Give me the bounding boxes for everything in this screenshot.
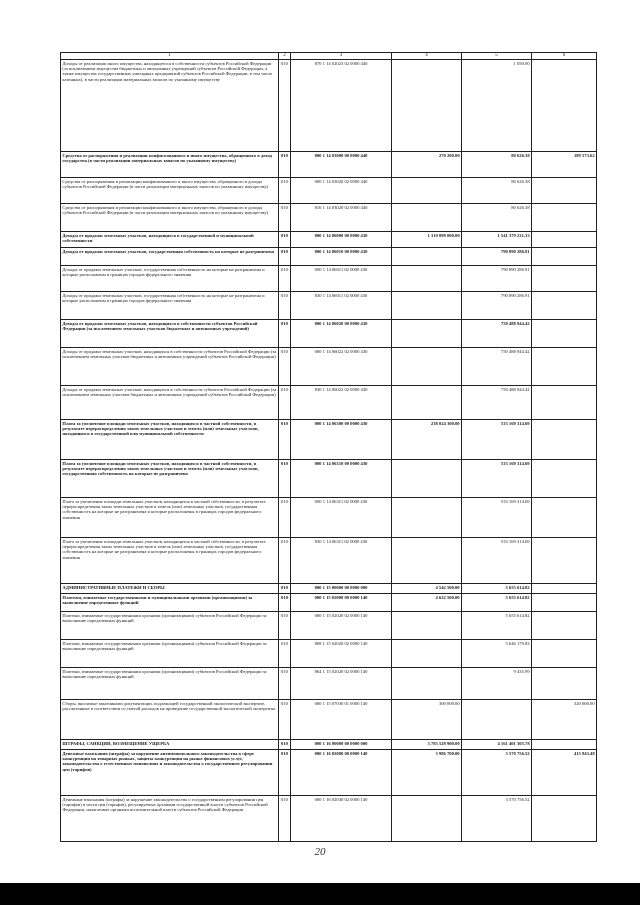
table-row (61, 538, 597, 584)
row-code-cell: 010 (279, 460, 291, 498)
scan-edge-bar (0, 883, 640, 905)
row-kbk-cell: 816 1 14 03020 02 0000 440 (291, 204, 392, 232)
row-kbk-cell: 000 1 14 03020 02 0000 440 (291, 178, 392, 204)
row-name-cell: Средства от распоряжения и реализации конфискованного и иного имущества, обращенного в доход государства (в части реализации материальных запасов по указанному имуществу) (61, 152, 279, 178)
row-unexecuted-cell (532, 584, 597, 594)
row-kbk-cell: 000 1 14 06010 00 0000 430 (291, 248, 392, 266)
table-row (61, 584, 597, 594)
row-name-cell: Доходы от продажи земельных участков, находящихся в государственной и муниципальной собственности (61, 232, 279, 248)
row-approved-cell: 1 319 098 000.00 (392, 232, 462, 248)
row-executed-cell: 750 488 944.42 (462, 348, 532, 386)
row-executed-cell: 9 435.99 (462, 668, 532, 700)
row-name-cell: АДМИНИСТРАТИВНЫЕ ПЛАТЕЖИ И СБОРЫ (61, 584, 279, 594)
row-name-cell: Доходы от продажи земельных участков, государственная собственность на которые не разграничена и которые расположены в границах городов федерального значения (61, 266, 279, 292)
row-executed-cell: 5 646 179.83 (462, 640, 532, 668)
page-number: 20 (314, 846, 326, 858)
row-name-cell: ШТРАФЫ, САНКЦИИ, ВОЗМЕЩЕНИЕ УЩЕРБА (61, 740, 279, 750)
row-name-cell: Средства от распоряжения и реализации конфискованного и иного имущества, обращенного в доходы субъектов Российской Федерации (в части реализации материальных запасов по указанному имуществу) (61, 204, 279, 232)
row-name-cell: Платежи, взимаемые государственными и муниципальными органами (организациями) за выполнение определенных функций (61, 594, 279, 612)
row-kbk-cell: 000 1 14 06311 02 0000 430 (291, 498, 392, 538)
row-kbk-cell: 000 1 16 02030 02 0000 140 (291, 796, 392, 842)
row-code-cell: 010 (279, 204, 291, 232)
table-row (61, 640, 597, 668)
row-approved-cell: 300 000.00 (392, 700, 462, 740)
row-code-cell: 010 (279, 498, 291, 538)
row-approved-cell (392, 60, 462, 152)
row-unexecuted-cell: 189 573.62 (532, 152, 597, 178)
row-name-cell: Платежи, взимаемые государственными органами (организациями) субъектов Российской Федерации за выполнение определенных функций (61, 612, 279, 640)
table-row (61, 594, 597, 612)
table-row (61, 60, 597, 152)
row-name-cell: Доходы от реализации иного имущества, находящегося в собственности субъектов Российской Федерации (за исключением имущества бюджетных и автономных учреждений субъектов Российской Федерации, а также имущества государственных унитарных предприятий субъектов Российской Федерации, в том числе казенных), в части реализации материальных запасов по указанному имуществу (61, 60, 279, 152)
row-unexecuted-cell (532, 248, 597, 266)
column-header: 4 (392, 53, 462, 60)
row-code-cell: 010 (279, 668, 291, 700)
row-name-cell: Доходы от продажи земельных участков, находящихся в собственности субъектов Российской Федерации (за исключением земельных участков бюджетных и автономных учреждений субъектов Российской Федерации) (61, 348, 279, 386)
row-unexecuted-cell (532, 178, 597, 204)
row-approved-cell: 270 200.00 (392, 152, 462, 178)
row-executed-cell: 790 890 286.91 (462, 292, 532, 320)
row-name-cell: Плата за увеличение площади земельных участков, находящихся в частной собственности, в результате перераспределения таких земельных участков и земель (или) земельных участков, государственная собственность на которые не разграничена (61, 460, 279, 498)
row-name-cell: Плата за увеличение площади земельных участков, находящихся в частной собственности, в результате перераспределения таких земельных участков и земель (или) земельных участков, находящихся в государственной или муниципальной собственности (61, 420, 279, 460)
row-executed-cell: 790 890 286.91 (462, 248, 532, 266)
row-approved-cell (392, 292, 462, 320)
row-approved-cell (392, 248, 462, 266)
row-approved-cell (392, 266, 462, 292)
row-kbk-cell: 000 1 14 06310 00 0000 430 (291, 460, 392, 498)
column-header: 3 (291, 53, 392, 60)
row-executed-cell: 533 169 314.69 (462, 420, 532, 460)
row-unexecuted-cell (532, 420, 597, 460)
table-body (61, 60, 597, 842)
row-code-cell: 010 (279, 796, 291, 842)
row-kbk-cell: 000 1 15 02000 00 0000 140 (291, 594, 392, 612)
row-executed-cell: 750 488 944.42 (462, 320, 532, 348)
row-executed-cell: 80 626.38 (462, 204, 532, 232)
table-row (61, 204, 597, 232)
table-row (61, 796, 597, 842)
column-header: 5 (462, 53, 532, 60)
row-kbk-cell: 830 1 14 06011 02 0000 430 (291, 292, 392, 320)
table-row (61, 348, 597, 386)
row-unexecuted-cell (532, 668, 597, 700)
row-unexecuted-cell (532, 292, 597, 320)
row-kbk-cell: 000 1 15 00000 00 0000 000 (291, 584, 392, 594)
row-executed-cell: 3 570 756.52 (462, 750, 532, 796)
table-row (61, 668, 597, 700)
row-unexecuted-cell (532, 320, 597, 348)
row-unexecuted-cell (532, 266, 597, 292)
row-approved-cell (392, 640, 462, 668)
row-kbk-cell: 000 1 14 06011 02 0000 430 (291, 266, 392, 292)
row-approved-cell: 3 986 700.00 (392, 750, 462, 796)
row-approved-cell (392, 178, 462, 204)
row-code-cell: 010 (279, 612, 291, 640)
table-row (61, 750, 597, 796)
row-executed-cell: 750 488 944.42 (462, 386, 532, 420)
row-unexecuted-cell (532, 796, 597, 842)
row-kbk-cell: 000 1 15 02020 02 0000 140 (291, 612, 392, 640)
row-kbk-cell: 000 1 14 06022 02 0000 430 (291, 348, 392, 386)
row-executed-cell: 5 655 614.82 (462, 612, 532, 640)
row-code-cell: 010 (279, 178, 291, 204)
table-row (61, 232, 597, 248)
row-approved-cell (392, 460, 462, 498)
row-unexecuted-cell (532, 594, 597, 612)
row-unexecuted-cell (532, 640, 597, 668)
row-executed-cell: 533 169 314.69 (462, 460, 532, 498)
table-row (61, 178, 597, 204)
table-row (61, 320, 597, 348)
row-unexecuted-cell (532, 498, 597, 538)
row-kbk-cell: 000 1 14 06300 00 0000 430 (291, 420, 392, 460)
row-name-cell: Денежные взыскания (штрафы) за нарушение законодательства о государственном регулировании цен (тарифов) в части цен (тарифов), регулируемых органами государственной власти субъектов Российской Федерации, налагаемые органами исполнительной власти субъектов Российской Федерации (61, 796, 279, 842)
row-approved-cell (392, 538, 462, 584)
revenue-table (60, 52, 597, 842)
row-code-cell: 010 (279, 292, 291, 320)
row-code-cell: 010 (279, 750, 291, 796)
row-unexecuted-cell (532, 386, 597, 420)
row-name-cell: Доходы от продажи земельных участков, находящихся в собственности субъектов Российской Федерации (за исключением земельных участков бюджетных и автономных учреждений субъектов Российской Федерации) (61, 386, 279, 420)
row-kbk-cell: 864 1 15 02020 02 0000 140 (291, 668, 392, 700)
row-name-cell: Доходы от продажи земельных участков, государственная собственность на которые не разграничена и которые расположены в границах городов федерального значения (61, 292, 279, 320)
row-executed-cell: 80 626.38 (462, 178, 532, 204)
row-code-cell: 010 (279, 348, 291, 386)
row-code-cell: 010 (279, 248, 291, 266)
row-kbk-cell: 000 1 14 03000 00 0000 440 (291, 152, 392, 178)
row-executed-cell: 790 890 286.91 (462, 266, 532, 292)
row-executed-cell: 5 655 614.82 (462, 594, 532, 612)
table-row (61, 700, 597, 740)
table-row (61, 266, 597, 292)
table-row (61, 612, 597, 640)
row-unexecuted-cell (532, 348, 597, 386)
row-approved-cell (392, 386, 462, 420)
row-unexecuted-cell (532, 232, 597, 248)
row-name-cell: Плата за увеличение площади земельных участков, находящихся в частной собственности, в результате перераспределения таких земельных участков и земель (или) земельных участков, государственная собственность на которые не разграничена и которые расположены в границах городов федерального значения (61, 498, 279, 538)
row-name-cell: Сборы, вносимые заказчиками документации, подлежащей государственной экологической экспертизе, рассчитанные в соответствии со сметой расходов на проведение государственной экологической экспертизы (61, 700, 279, 740)
row-code-cell: 010 (279, 420, 291, 460)
row-executed-cell: 1 541 379 231.33 (462, 232, 532, 248)
row-name-cell: Средства от распоряжения и реализации конфискованного и иного имущества, обращенного в доходы субъектов Российской Федерации (в части реализации материальных запасов по указанному имуществу) (61, 178, 279, 204)
row-unexecuted-cell (532, 204, 597, 232)
row-kbk-cell: 870 1 14 02023 02 0000 440 (291, 60, 392, 152)
table-row (61, 152, 597, 178)
row-executed-cell (462, 700, 532, 740)
row-code-cell: 010 (279, 740, 291, 750)
row-code-cell: 010 (279, 266, 291, 292)
row-unexecuted-cell (532, 60, 597, 152)
row-name-cell: Доходы от продажи земельных участков, государственная собственность на которые не разграничена (61, 248, 279, 266)
row-code-cell: 010 (279, 60, 291, 152)
column-header: 1 (61, 53, 279, 60)
row-executed-cell: 80 626.38 (462, 152, 532, 178)
row-unexecuted-cell (532, 612, 597, 640)
row-approved-cell (392, 204, 462, 232)
row-approved-cell: 3 783 528 900.00 (392, 740, 462, 750)
row-approved-cell (392, 320, 462, 348)
row-kbk-cell: 830 1 14 06311 02 0000 430 (291, 538, 392, 584)
row-executed-cell: 4 161 401 305.78 (462, 740, 532, 750)
row-approved-cell (392, 498, 462, 538)
table-row (61, 292, 597, 320)
row-executed-cell: 5 655 614.82 (462, 584, 532, 594)
row-executed-cell: 533 169 314.69 (462, 498, 532, 538)
row-approved-cell: 4 622 500.00 (392, 594, 462, 612)
row-code-cell: 010 (279, 386, 291, 420)
row-name-cell: Плата за увеличение площади земельных участков, находящихся в частной собственности, в результате перераспределения таких земельных участков и земель (или) земельных участков, государственная собственность на которые не разграничена и которые расположены в границах городов федерального значения (61, 538, 279, 584)
row-code-cell: 010 (279, 700, 291, 740)
row-code-cell: 010 (279, 152, 291, 178)
row-code-cell: 010 (279, 320, 291, 348)
table-row (61, 498, 597, 538)
row-kbk-cell: 830 1 14 06022 02 0000 430 (291, 386, 392, 420)
row-executed-cell: 1 050.00 (462, 60, 532, 152)
row-kbk-cell: 000 1 14 06000 00 0000 430 (291, 232, 392, 248)
row-code-cell: 010 (279, 594, 291, 612)
table-header-row (61, 53, 597, 60)
row-name-cell: Денежные взыскания (штрафы) за нарушение антимонопольного законодательства в сфере конкуренции на товарных рынках, защиты конкуренции на рынке финансовых услуг, законодательства о естественных монополиях и законодательства о государственном регулировании цен (тарифов) (61, 750, 279, 796)
row-unexecuted-cell (532, 538, 597, 584)
row-approved-cell (392, 348, 462, 386)
row-unexecuted-cell (532, 460, 597, 498)
row-code-cell: 010 (279, 538, 291, 584)
row-code-cell: 010 (279, 584, 291, 594)
table-row (61, 460, 597, 498)
row-kbk-cell: 000 1 15 07030 01 0000 140 (291, 700, 392, 740)
row-kbk-cell: 000 1 16 00000 00 0000 000 (291, 740, 392, 750)
table-row (61, 740, 597, 750)
column-header: 2 (279, 53, 291, 60)
row-approved-cell (392, 796, 462, 842)
row-code-cell: 010 (279, 640, 291, 668)
row-kbk-cell: 000 1 14 06020 00 0000 430 (291, 320, 392, 348)
row-executed-cell: 3 570 756.52 (462, 796, 532, 842)
row-kbk-cell: 000 1 16 02000 00 0000 140 (291, 750, 392, 796)
row-code-cell: 010 (279, 232, 291, 248)
row-name-cell: Платежи, взимаемые государственными органами (организациями) субъектов Российской Федерации за выполнение определенных функций (61, 668, 279, 700)
row-approved-cell: 4 542 500.00 (392, 584, 462, 594)
row-kbk-cell: 808 1 15 02020 02 0000 140 (291, 640, 392, 668)
row-unexecuted-cell: 415 943.48 (532, 750, 597, 796)
row-name-cell: Платежи, взимаемые государственными органами (организациями) субъектов Российской Федерации за выполнение определенных функций (61, 640, 279, 668)
table-row (61, 420, 597, 460)
row-name-cell: Доходы от продажи земельных участков, находящихся в собственности субъектов Российской Федерации (за исключением земельных участков бюджетных и автономных учреждений) (61, 320, 279, 348)
table-row (61, 386, 597, 420)
row-approved-cell (392, 668, 462, 700)
row-approved-cell: 238 024 300.00 (392, 420, 462, 460)
row-approved-cell (392, 612, 462, 640)
row-unexecuted-cell: 320 000.00 (532, 700, 597, 740)
row-executed-cell: 533 169 314.69 (462, 538, 532, 584)
table-row (61, 248, 597, 266)
row-unexecuted-cell (532, 740, 597, 750)
column-header: 6 (532, 53, 597, 60)
